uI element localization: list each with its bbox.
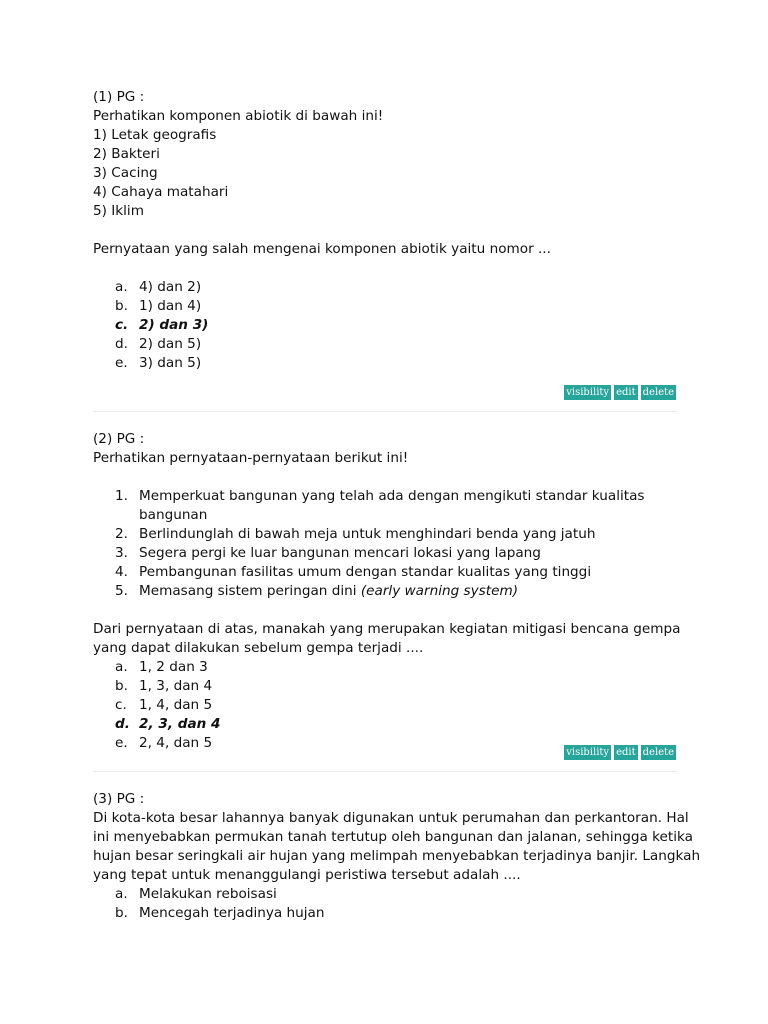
- delete-button[interactable]: delete: [642, 387, 674, 398]
- question-header: (2) PG :: [93, 431, 145, 447]
- divider: [93, 411, 676, 412]
- answer-option-correct: d. 2, 3, dan 4: [115, 716, 221, 732]
- edit-button[interactable]: edit: [616, 747, 636, 758]
- list-item: 1. Memperkuat bangunan yang telah ada dengan mengikuti standar kualitas bangunan: [115, 488, 645, 523]
- answer-option: e. 3) dan 5): [115, 355, 202, 371]
- list-item: 4. Pembangunan fasilitas umum dengan standar kualitas yang tinggi: [115, 564, 592, 580]
- list-item: 3) Cacing: [93, 165, 158, 181]
- question-header: (3) PG :: [93, 791, 145, 807]
- question-text: yang dapat dilakukan sebelum gempa terjadi ....: [93, 640, 424, 656]
- question-header: (1) PG :: [93, 89, 145, 105]
- answer-option: a. 4) dan 2): [115, 279, 202, 295]
- answer-option: e. 2, 4, dan 5: [115, 735, 213, 751]
- question-text: hujan besar seringkali air hujan yang melimpah menyebabkan terjadinya banjir. Langkah: [93, 848, 701, 864]
- question-intro: Perhatikan pernyataan-pernyataan berikut ini!: [93, 450, 409, 466]
- question-text: Dari pernyataan di atas, manakah yang merupakan kegiatan mitigasi bencana gempa: [93, 621, 681, 637]
- answer-option-correct: c. 2) dan 3): [115, 317, 209, 333]
- delete-button[interactable]: delete: [642, 747, 674, 758]
- divider: [93, 771, 676, 772]
- answer-option: b. Mencegah terjadinya hujan: [115, 905, 325, 921]
- question-text: yang tepat untuk menanggulangi peristiwa tersebut adalah ....: [93, 867, 521, 883]
- question-text: ini menyebabkan permukan tanah tertutup oleh bangunan dan jalanan, sehingga ketika: [93, 829, 693, 845]
- question-text: Pernyataan yang salah mengenai komponen abiotik yaitu nomor ...: [93, 241, 551, 257]
- answer-option: b. 1, 3, dan 4: [115, 678, 213, 694]
- answer-option: d. 2) dan 5): [115, 336, 202, 352]
- question-intro: Perhatikan komponen abiotik di bawah ini!: [93, 108, 384, 124]
- list-item: 5. Memasang sistem peringan dini (early warning system): [115, 583, 518, 599]
- list-item: 3. Segera pergi ke luar bangunan mencari lokasi yang lapang: [115, 545, 541, 561]
- list-item: 4) Cahaya matahari: [93, 184, 229, 200]
- list-item: 1) Letak geografis: [93, 127, 217, 143]
- list-item: 2) Bakteri: [93, 146, 160, 162]
- question-2: [93, 430, 683, 753]
- question-2-actions: [564, 745, 676, 760]
- question-3: [93, 790, 701, 923]
- visibility-button[interactable]: visibility: [566, 387, 610, 398]
- question-text: Di kota-kota besar lahannya banyak digunakan untuk perumahan dan perkantoran. Hal: [93, 810, 689, 826]
- answer-option: b. 1) dan 4): [115, 298, 202, 314]
- list-item: 2. Berlindunglah di bawah meja untuk menghindari benda yang jatuh: [115, 526, 596, 542]
- visibility-button[interactable]: visibility: [566, 747, 610, 758]
- question-1-actions: [564, 385, 676, 400]
- list-item: 5) Iklim: [93, 203, 144, 219]
- answer-option: a. 1, 2 dan 3: [115, 659, 208, 675]
- question-1: [93, 88, 683, 373]
- answer-option: a. Melakukan reboisasi: [115, 886, 277, 902]
- edit-button[interactable]: edit: [616, 387, 636, 398]
- answer-option: c. 1, 4, dan 5: [115, 697, 213, 713]
